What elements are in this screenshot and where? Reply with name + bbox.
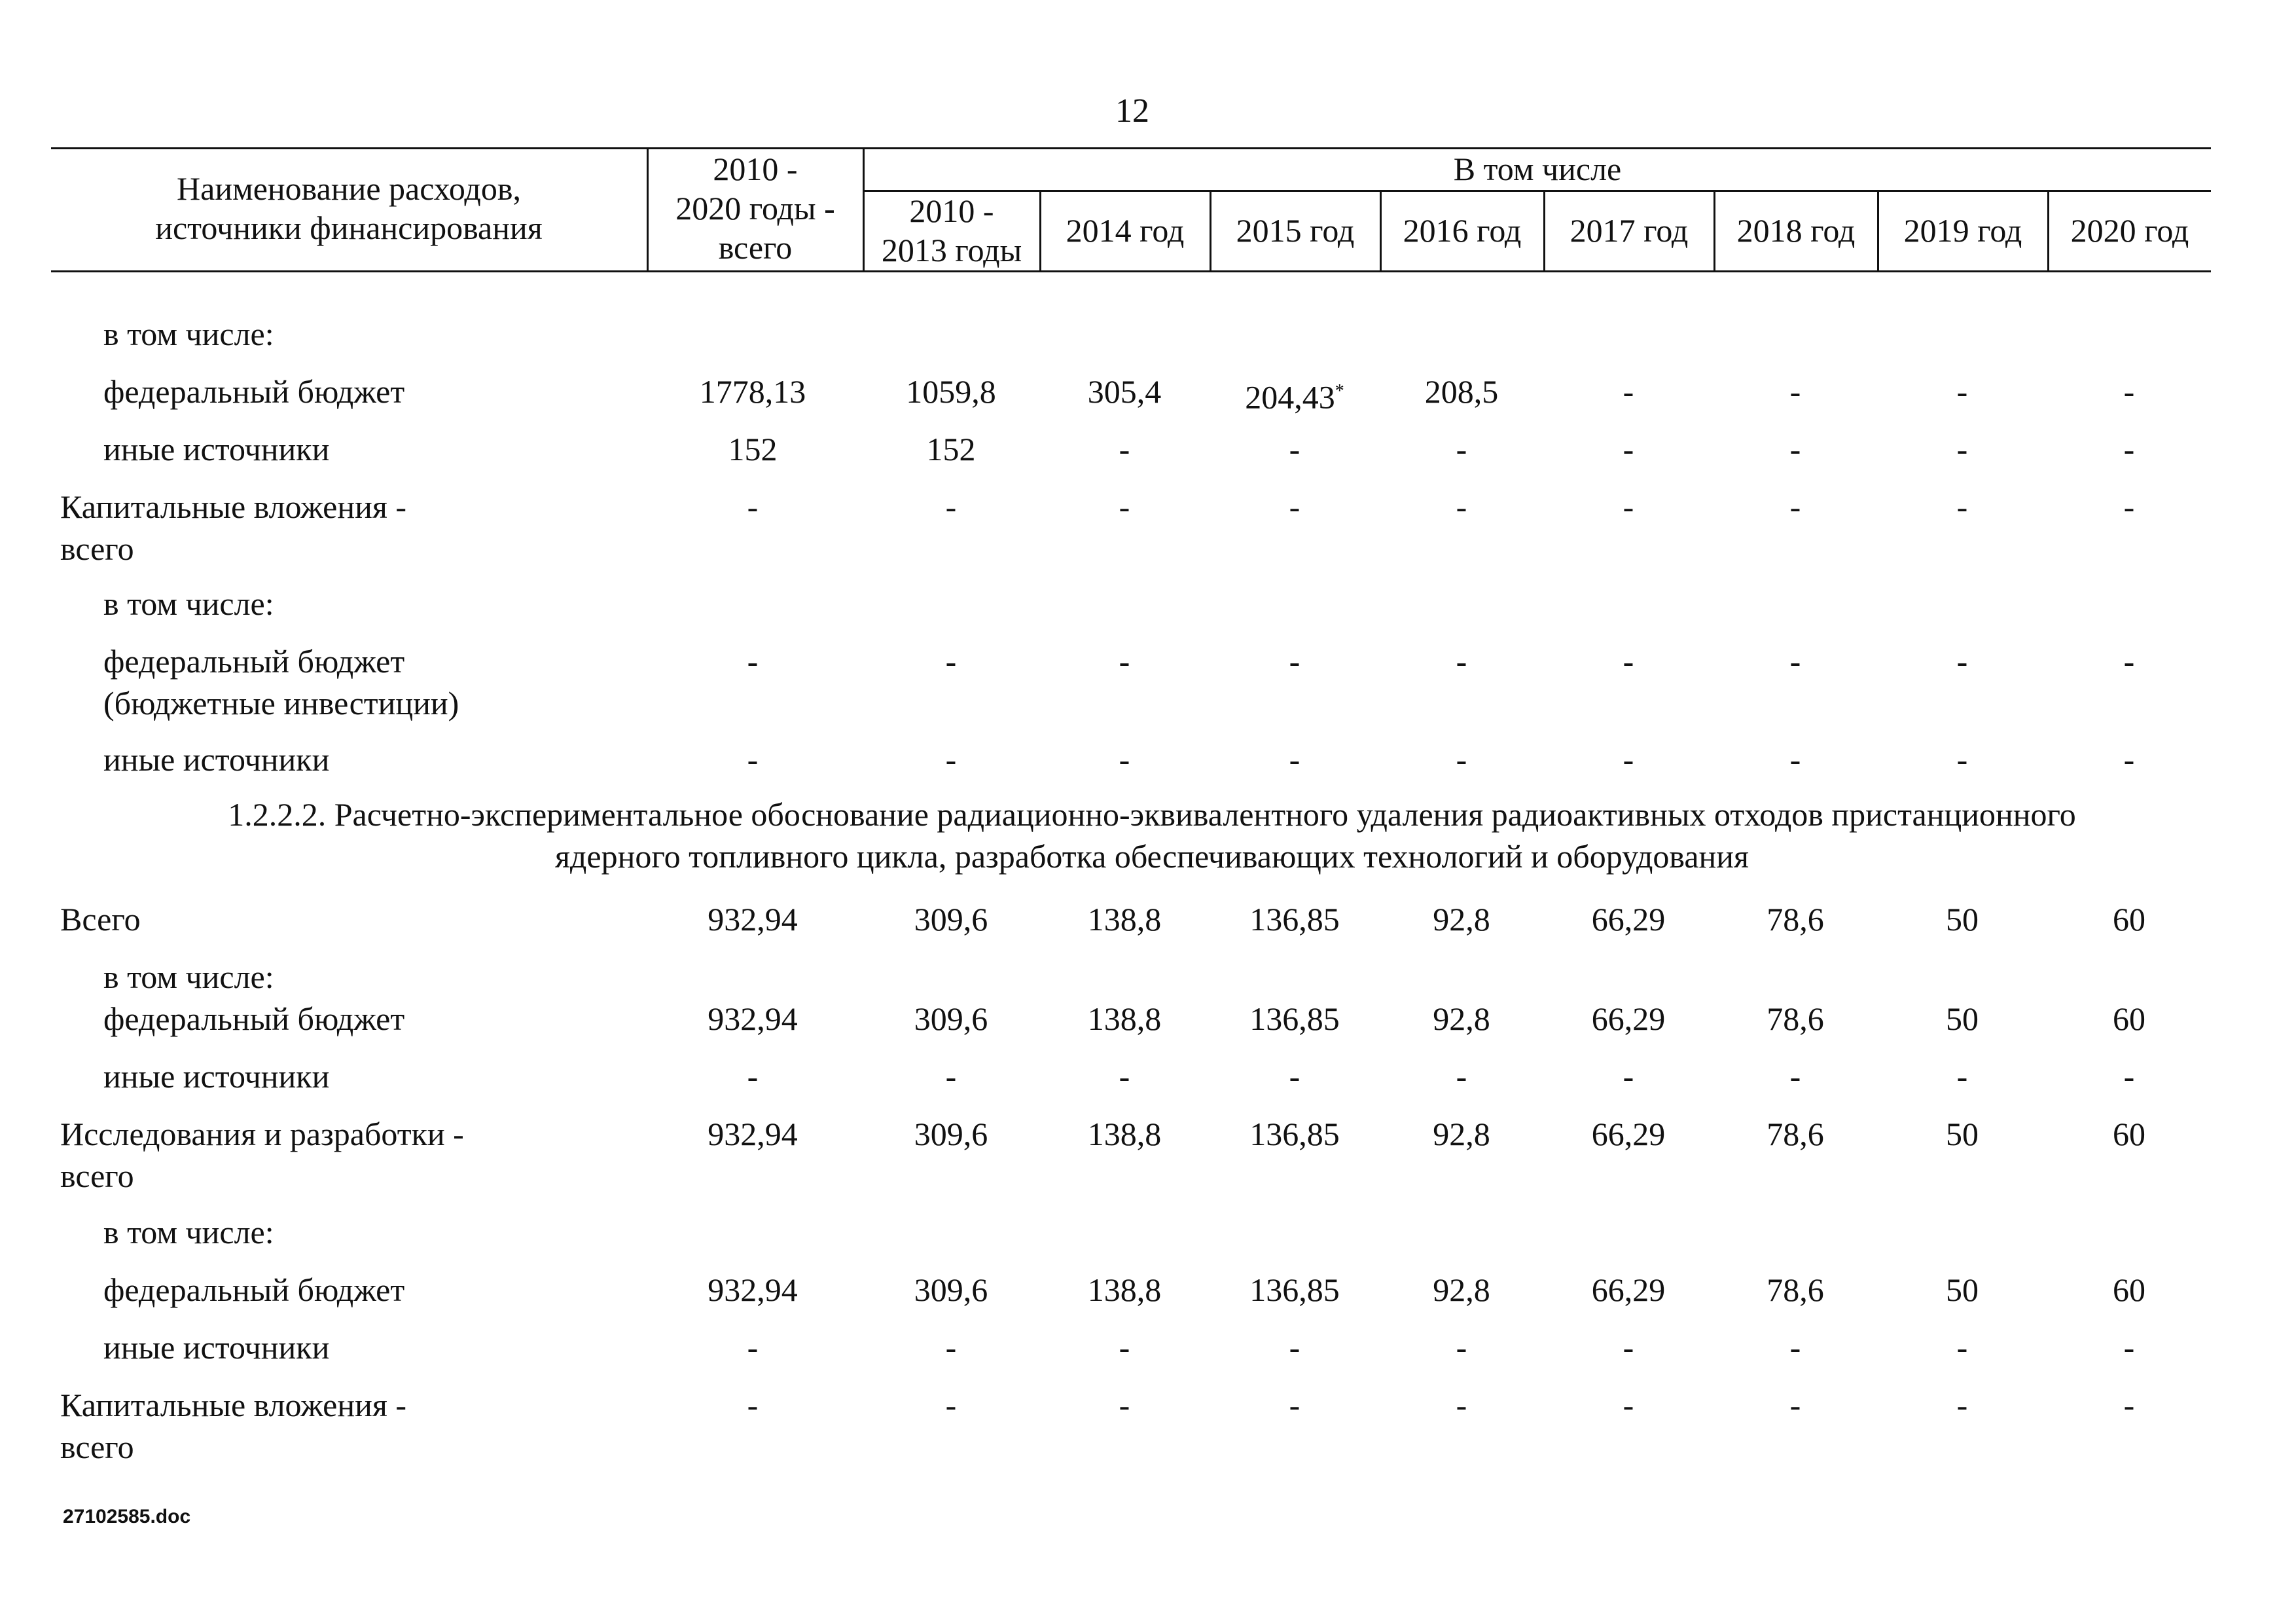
- row-label: Исследования и разработки -: [60, 1116, 464, 1152]
- value-cell: -: [1289, 1058, 1300, 1095]
- value-cell: 92,8: [1433, 1271, 1490, 1308]
- row-label: всего: [60, 1429, 134, 1465]
- row-label: всего: [60, 530, 134, 567]
- value-cell: 50: [1946, 1000, 1979, 1037]
- value-cell: -: [747, 1387, 759, 1423]
- row-label: федеральный бюджет: [103, 1000, 405, 1037]
- value-cell: 136,85: [1249, 1000, 1340, 1037]
- value-text: 204,43: [1245, 378, 1335, 416]
- value-cell: 66,29: [1591, 901, 1666, 938]
- value-cell: 1778,13: [699, 373, 806, 410]
- value-cell: -: [1456, 1058, 1467, 1095]
- row-label: Капитальные вложения -: [60, 1387, 407, 1423]
- value-cell: -: [1289, 1329, 1300, 1366]
- value-cell: -: [747, 488, 759, 525]
- value-cell: 92,8: [1433, 1116, 1490, 1152]
- row-label: иные источники: [103, 1329, 330, 1366]
- header-year-2020: 2020 год: [2070, 212, 2189, 249]
- value-cell: 60: [2113, 901, 2145, 938]
- page-number: 12: [1115, 92, 1149, 130]
- value-cell: -: [1623, 431, 1634, 467]
- document-filename: 27102585.doc: [63, 1506, 191, 1527]
- value-cell: -: [2123, 1387, 2135, 1423]
- value-cell: -: [1789, 488, 1801, 525]
- value-cell: -: [2123, 741, 2135, 778]
- value-cell: 92,8: [1433, 901, 1490, 938]
- row-label: Капитальные вложения -: [60, 488, 407, 525]
- value-cell: 66,29: [1591, 1271, 1666, 1308]
- value-cell: 138,8: [1087, 901, 1162, 938]
- value-cell: 50: [1946, 1271, 1979, 1308]
- value-cell: -: [1789, 1387, 1801, 1423]
- value-cell: 138,8: [1087, 1116, 1162, 1152]
- value-cell: 60: [2113, 1116, 2145, 1152]
- value-cell: -: [1789, 431, 1801, 467]
- header-group-label: В том числе: [1453, 151, 1622, 187]
- value-cell: -: [1956, 741, 1968, 778]
- value-cell: -: [1289, 431, 1300, 467]
- value-cell: -: [945, 488, 957, 525]
- value-cell: -: [1119, 741, 1130, 778]
- value-cell: -: [1119, 431, 1130, 467]
- value-cell: -: [747, 741, 759, 778]
- value-cell: 208,5: [1424, 373, 1499, 410]
- value-cell: -: [747, 1058, 759, 1095]
- value-cell: -: [1456, 431, 1467, 467]
- value-cell: 138,8: [1087, 1000, 1162, 1037]
- row-label: в том числе:: [103, 1214, 274, 1250]
- section-title-line: 1.2.2.2. Расчетно-экспериментальное обоснование радиационно-эквивалентного удаления радиоактивных отходов пристанционного: [228, 796, 2076, 833]
- value-cell: -: [1956, 373, 1968, 410]
- value-cell: 66,29: [1591, 1116, 1666, 1152]
- value-cell: 78,6: [1767, 1116, 1824, 1152]
- value-cell: 136,85: [1249, 1116, 1340, 1152]
- header-name-column: [51, 169, 647, 247]
- value-cell: -: [945, 741, 957, 778]
- value-cell: 932,94: [708, 1116, 798, 1152]
- row-label: в том числе:: [103, 958, 274, 995]
- value-cell: 309,6: [914, 1271, 988, 1308]
- value-cell: 78,6: [1767, 901, 1824, 938]
- header-year-2017: 2017 год: [1570, 212, 1689, 249]
- value-cell: -: [945, 1387, 957, 1423]
- header-year-2015: 2015 год: [1236, 212, 1355, 249]
- value-cell: 309,6: [914, 1000, 988, 1037]
- value-cell: -: [1289, 741, 1300, 778]
- header-year-2016: 2016 год: [1403, 212, 1522, 249]
- value-cell: 932,94: [708, 1271, 798, 1308]
- value-cell: -: [945, 1058, 957, 1095]
- row-label: федеральный бюджет: [103, 643, 405, 680]
- value-cell: -: [1456, 1387, 1467, 1423]
- value-cell: -: [1119, 1387, 1130, 1423]
- value-cell: -: [2123, 1329, 2135, 1366]
- value-cell: -: [1956, 488, 1968, 525]
- value-cell: 92,8: [1433, 1000, 1490, 1037]
- value-cell: -: [1623, 373, 1634, 410]
- row-label: Всего: [60, 901, 141, 938]
- value-cell: 60: [2113, 1271, 2145, 1308]
- value-cell: -: [1956, 1387, 1968, 1423]
- row-label: (бюджетные инвестиции): [103, 685, 459, 721]
- value-cell: 305,4: [1087, 373, 1162, 410]
- row-label: всего: [60, 1158, 134, 1194]
- value-cell: -: [1119, 1058, 1130, 1095]
- value-cell: -: [1456, 643, 1467, 680]
- header-year-2019: 2019 год: [1903, 212, 2022, 249]
- value-cell: -: [2123, 643, 2135, 680]
- value-cell: -: [1119, 643, 1130, 680]
- value-cell: -: [1956, 643, 1968, 680]
- value-cell: -: [1456, 488, 1467, 525]
- row-label: федеральный бюджет: [103, 373, 405, 410]
- value-cell: 138,8: [1087, 1271, 1162, 1308]
- section-title: [98, 793, 2206, 877]
- footnote-mark: *: [1335, 381, 1344, 401]
- value-cell: -: [1289, 1387, 1300, 1423]
- value-cell: -: [1623, 488, 1634, 525]
- header-year-2014: 2014 год: [1066, 212, 1185, 249]
- value-cell: -: [1119, 488, 1130, 525]
- value-cell: -: [1623, 1387, 1634, 1423]
- row-label: иные источники: [103, 1058, 330, 1095]
- header-text: 2020 годы -: [675, 190, 835, 227]
- value-cell: -: [1956, 1058, 1968, 1095]
- value-cell: -: [1789, 643, 1801, 680]
- value-cell: -: [2123, 1058, 2135, 1095]
- value-cell: 136,85: [1249, 1271, 1340, 1308]
- header-2010-2013-column: [864, 191, 1039, 270]
- value-cell: -: [1623, 643, 1634, 680]
- header-text: 2010 -: [713, 151, 798, 187]
- header-text: источники финансирования: [155, 210, 543, 246]
- value-cell: -: [1956, 431, 1968, 467]
- value-cell: -: [2123, 373, 2135, 410]
- value-cell: -: [1289, 643, 1300, 680]
- value-cell: -: [2123, 431, 2135, 467]
- value-cell: -: [1956, 1329, 1968, 1366]
- value-cell: [1213, 371, 1376, 418]
- header-year-2018: 2018 год: [1736, 212, 1856, 249]
- value-cell: 1059,8: [906, 373, 996, 410]
- value-cell: -: [1789, 1058, 1801, 1095]
- value-cell: -: [1456, 741, 1467, 778]
- value-cell: 60: [2113, 1000, 2145, 1037]
- value-cell: 136,85: [1249, 901, 1340, 938]
- value-cell: 152: [728, 431, 778, 467]
- value-cell: 309,6: [914, 1116, 988, 1152]
- row-label: в том числе:: [103, 585, 274, 622]
- value-cell: -: [1623, 741, 1634, 778]
- value-cell: -: [747, 643, 759, 680]
- value-cell: 932,94: [708, 901, 798, 938]
- value-cell: -: [1789, 1329, 1801, 1366]
- row-label: федеральный бюджет: [103, 1271, 405, 1308]
- header-text: Наименование расходов,: [177, 170, 521, 207]
- value-cell: -: [1119, 1329, 1130, 1366]
- header-text: 2013 годы: [881, 232, 1022, 268]
- value-cell: -: [2123, 488, 2135, 525]
- value-cell: -: [945, 1329, 957, 1366]
- value-cell: 932,94: [708, 1000, 798, 1037]
- value-cell: -: [1456, 1329, 1467, 1366]
- row-label: в том числе:: [103, 316, 274, 352]
- value-cell: 66,29: [1591, 1000, 1666, 1037]
- header-text: всего: [718, 229, 793, 266]
- value-cell: 152: [926, 431, 976, 467]
- value-cell: 309,6: [914, 901, 988, 938]
- value-cell: -: [1289, 488, 1300, 525]
- value-cell: -: [747, 1329, 759, 1366]
- value-cell: 78,6: [1767, 1000, 1824, 1037]
- value-cell: 50: [1946, 901, 1979, 938]
- section-title-line: ядерного топливного цикла, разработка обеспечивающих технологий и оборудования: [554, 838, 1749, 875]
- value-cell: -: [1789, 373, 1801, 410]
- group-header-rule: [863, 190, 2211, 192]
- header-bottom-rule: [51, 270, 2211, 272]
- value-cell: -: [945, 643, 957, 680]
- value-cell: 78,6: [1767, 1271, 1824, 1308]
- row-label: иные источники: [103, 741, 330, 778]
- value-cell: -: [1789, 741, 1801, 778]
- value-cell: -: [1623, 1058, 1634, 1095]
- header-text: 2010 -: [909, 192, 994, 229]
- value-cell: -: [1623, 1329, 1634, 1366]
- header-total-column: [648, 149, 863, 267]
- value-cell: 50: [1946, 1116, 1979, 1152]
- row-label: иные источники: [103, 431, 330, 467]
